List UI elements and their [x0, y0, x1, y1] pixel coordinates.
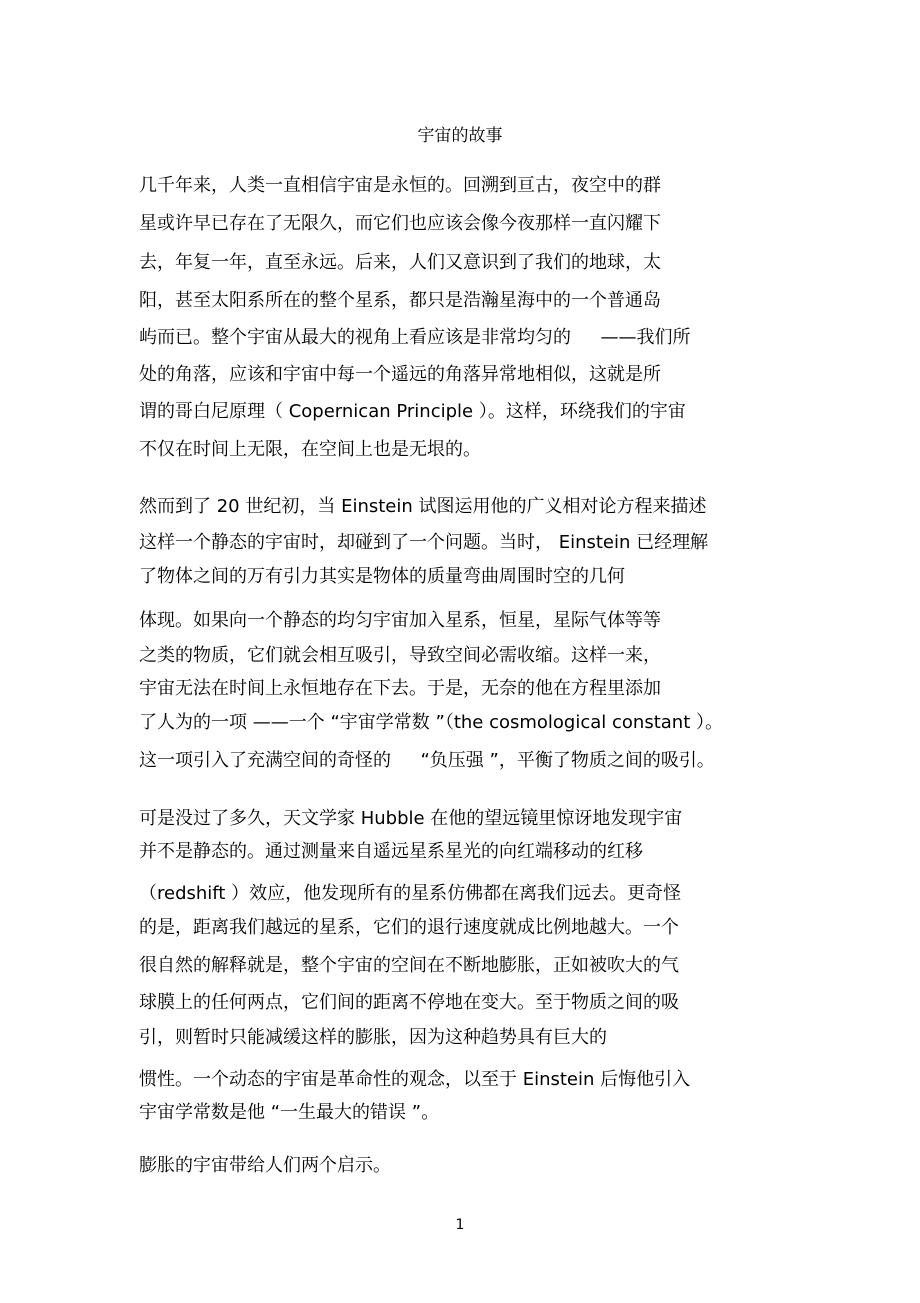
page-number: 1: [455, 1217, 465, 1233]
text-line: 膨胀的宇宙带给人们两个启示。: [139, 1155, 391, 1176]
text-line: 然而到了 20 世纪初，当 Einstein 试图运用他的广义相对论方程来描述: [139, 496, 707, 517]
text-line: 去，年复一年，直至永远。后来，人们又意识到了我们的地球，太: [139, 252, 661, 273]
text-line: 处的角落，应该和宇宙中每一个遥远的角落异常地相似，这就是所: [139, 364, 661, 385]
text-line: 屿而已。整个宇宙从最大的视角上看应该是非常均匀的 ——我们所: [139, 327, 691, 348]
text-line: 的是，距离我们越远的星系，它们的退行速度就成比例地越大。一个: [139, 917, 679, 938]
text-line: 很自然的解释就是，整个宇宙的空间在不断地膨胀，正如被吹大的气: [139, 955, 679, 976]
text-line: 惯性。一个动态的宇宙是革命性的观念，以至于 Einstein 后悔他引入: [139, 1069, 691, 1090]
text-line: 之类的物质，它们就会相互吸引，导致空间必需收缩。这样一来，: [139, 645, 661, 666]
text-line: 这样一个静态的宇宙时，却碰到了一个问题。当时， Einstein 已经理解: [139, 532, 709, 553]
text-line: 阳，甚至太阳系所在的整个星系，都只是浩瀚星海中的一个普通岛: [139, 290, 661, 311]
text-line: 宇宙学常数是他 “一生最大的错误 ”。: [139, 1102, 440, 1123]
text-line: 星或许早已存在了无限久，而它们也应该会像今夜那样一直闪耀下: [139, 213, 661, 234]
page-title: 宇宙的故事: [417, 126, 503, 146]
text-line: 体现。如果向一个静态的均匀宇宙加入星系，恒星，星际气体等等: [139, 610, 661, 631]
text-line: 可是没过了多久，天文学家 Hubble 在他的望远镜里惊讶地发现宇宙: [139, 808, 683, 829]
text-line: 并不是静态的。通过测量来自遥远星系星光的向红端移动的红移: [139, 841, 643, 862]
text-line: 这一项引入了充满空间的奇怪的 “负压强 ”，平衡了物质之间的吸引。: [139, 750, 715, 771]
text-line: 宇宙无法在时间上永恒地存在下去。于是，无奈的他在方程里添加: [139, 678, 661, 699]
text-line: （redshift ）效应，他发现所有的星系仿佛都在离我们远去。更奇怪: [139, 883, 682, 904]
text-line: 引，则暂时只能减缓这样的膨胀，因为这种趋势具有巨大的: [139, 1027, 607, 1048]
text-line: 了物体之间的万有引力其实是物体的质量弯曲周围时空的几何: [139, 566, 625, 587]
text-line: 几千年来，人类一直相信宇宙是永恒的。回溯到亘古，夜空中的群: [139, 175, 661, 196]
text-line: 谓的哥白尼原理（ Copernican Principle ）。这样，环绕我们的宇宙: [139, 401, 686, 422]
text-line: 球膜上的任何两点，它们间的距离不停地在变大。至于物质之间的吸: [139, 992, 679, 1013]
text-line: 了人为的一项 ——一个 “宇宙学常数 ”（the cosmological constant ）。: [139, 712, 723, 733]
text-line: 不仅在时间上无限，在空间上也是无垠的。: [139, 439, 481, 460]
